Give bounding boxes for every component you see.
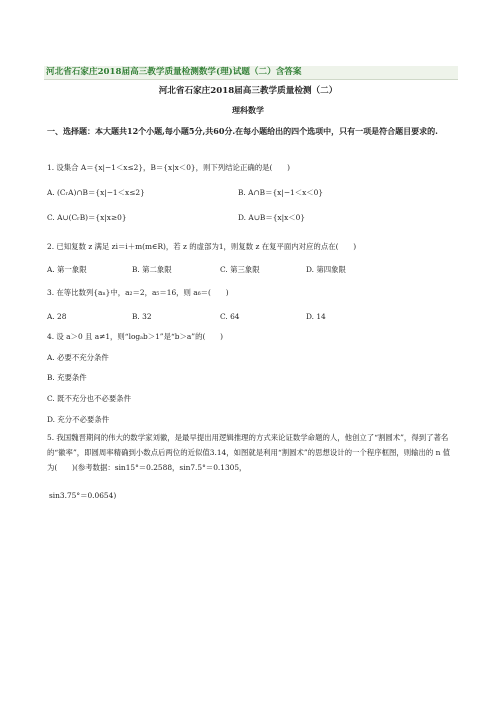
question-4-option-c: C. 既不充分也不必要条件 xyxy=(47,394,131,403)
question-3-option-b: B. 32 xyxy=(132,312,152,321)
question-1-stem: 1. 设集合 A＝{x|−1＜x≤2}，B＝{x|x＜0}，则下列结论正确的是( ) xyxy=(47,163,291,172)
question-5-reference-tail: sin3.75°＝0.0654) xyxy=(49,491,117,500)
exam-title: 河北省石家庄2018届高三教学质量检测（二） xyxy=(158,86,338,96)
question-4-option-d: D. 充分不必要条件 xyxy=(47,415,110,424)
question-4-option-b: B. 充要条件 xyxy=(47,373,87,382)
question-3-option-a: A. 28 xyxy=(47,312,67,321)
section-heading: 一、选择题：本大题共12个小题,每小题5分,共60分.在每小题给出的四个选项中，只有一项是符合题目要求的. xyxy=(47,126,438,136)
question-1-option-d: D. A∪B＝{x|x＜0} xyxy=(238,213,306,222)
question-2-stem: 2. 已知复数 z 满足 zi＝i＋m(m∈R)，若 z 的虚部为1，则复数 z 在复平面内对应的点在( ) xyxy=(47,242,357,251)
question-1-option-c: C. A∪(CᵣB)＝{x|x≥0} xyxy=(47,213,127,222)
question-3-option-d: D. 14 xyxy=(306,312,326,321)
question-3-option-c: C. 64 xyxy=(220,312,240,321)
question-3-stem: 3. 在等比数列{aₙ}中，a₂＝2，a₅＝16，则 a₆＝( ) xyxy=(47,288,229,297)
question-4-option-a: A. 必要不充分条件 xyxy=(47,353,109,362)
question-2-option-b: B. 第二象限 xyxy=(132,265,172,274)
question-5-stem: 5. 我国魏晋期间的伟大的数学家刘徽，是最早提出用逻辑推理的方式来论证数学命题的人，他创立了“割圆术”，得到了著名的“徽率”，即圆周率精确到小数点后两位的近似值3.14，如图就是利用“割圆术”的思想设计的一个程序框图，则输出的 n 值为( )(参考数据：sin15°＝0.2588，sin7.5°＝0.1305， xyxy=(47,433,451,472)
document-banner xyxy=(44,66,458,80)
question-1-option-b: B. A∩B＝{x|−1＜x＜0} xyxy=(238,188,324,197)
question-4-stem: 4. 设 a＞0 且 a≠1，则“logₐb＞1”是“b＞a”的( ) xyxy=(47,332,224,341)
question-2-option-c: C. 第三象限 xyxy=(220,265,260,274)
question-2-option-d: D. 第四象限 xyxy=(306,265,346,274)
question-1-option-a: A. (CᵣA)∩B＝{x|−1＜x≤2} xyxy=(47,188,145,197)
question-2-option-a: A. 第一象限 xyxy=(47,265,87,274)
exam-subject: 理科数学 xyxy=(232,105,264,115)
banner-title: 河北省石家庄2018届高三教学质量检测数学(理)试题（二）含答案 xyxy=(46,67,302,77)
